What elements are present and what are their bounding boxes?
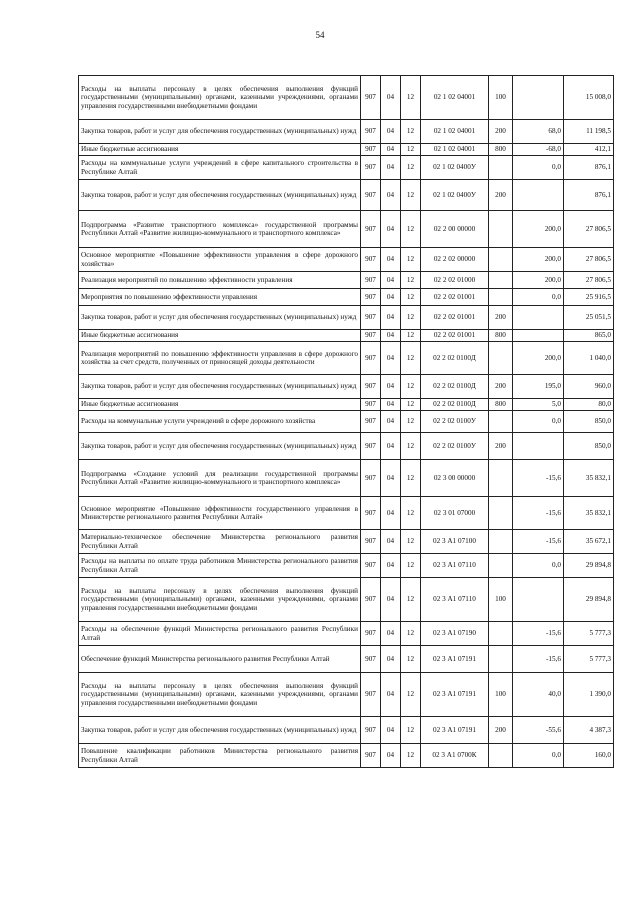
row-name: Расходы на выплаты по оплате труда работников Министерства регионального развития Республики Алтай bbox=[79, 554, 361, 578]
row-name: Закупка товаров, работ и услуг для обеспечения государственных (муниципальных) нужд bbox=[79, 375, 361, 399]
target-article-code: 02 3 А1 07110 bbox=[421, 578, 489, 622]
subsection-code: 12 bbox=[401, 342, 421, 375]
change-amount: 5,0 bbox=[513, 399, 564, 411]
total-amount: 25 051,5 bbox=[564, 306, 614, 330]
subsection-code: 12 bbox=[401, 272, 421, 289]
row-name: Основное мероприятие «Повышение эффективности управления в сфере дорожного хозяйства» bbox=[79, 248, 361, 272]
target-article-code: 02 1 02 04001 bbox=[421, 120, 489, 144]
table-row bbox=[79, 554, 614, 578]
row-name: Мероприятия по повышению эффективности управления bbox=[79, 289, 361, 306]
section-code: 04 bbox=[381, 433, 401, 460]
expense-type-code bbox=[489, 248, 513, 272]
subsection-code: 12 bbox=[401, 744, 421, 768]
department-code: 907 bbox=[361, 120, 381, 144]
total-amount: 876,1 bbox=[564, 180, 614, 211]
change-amount bbox=[513, 433, 564, 460]
section-code: 04 bbox=[381, 375, 401, 399]
department-code: 907 bbox=[361, 248, 381, 272]
table-row bbox=[79, 289, 614, 306]
subsection-code: 12 bbox=[401, 411, 421, 433]
total-amount: 27 806,5 bbox=[564, 248, 614, 272]
expense-type-code: 100 bbox=[489, 76, 513, 120]
department-code: 907 bbox=[361, 744, 381, 768]
department-code: 907 bbox=[361, 399, 381, 411]
subsection-code: 12 bbox=[401, 156, 421, 180]
target-article-code: 02 3 А1 07190 bbox=[421, 622, 489, 646]
change-amount: 0,0 bbox=[513, 156, 564, 180]
subsection-code: 12 bbox=[401, 673, 421, 717]
subsection-code: 12 bbox=[401, 433, 421, 460]
target-article-code: 02 2 02 0100У bbox=[421, 411, 489, 433]
total-amount: 412,1 bbox=[564, 144, 614, 156]
table-row bbox=[79, 673, 614, 717]
target-article-code: 02 2 02 00000 bbox=[421, 248, 489, 272]
table-row bbox=[79, 497, 614, 530]
expense-type-code bbox=[489, 289, 513, 306]
subsection-code: 12 bbox=[401, 375, 421, 399]
change-amount: 200,0 bbox=[513, 342, 564, 375]
change-amount: 200,0 bbox=[513, 211, 564, 248]
section-code: 04 bbox=[381, 744, 401, 768]
total-amount: 27 806,5 bbox=[564, 211, 614, 248]
department-code: 907 bbox=[361, 211, 381, 248]
target-article-code: 02 3 А1 07110 bbox=[421, 554, 489, 578]
total-amount: 35 832,1 bbox=[564, 497, 614, 530]
table-row bbox=[79, 375, 614, 399]
row-name: Закупка товаров, работ и услуг для обеспечения государственных (муниципальных) нужд bbox=[79, 433, 361, 460]
subsection-code: 12 bbox=[401, 306, 421, 330]
table-row bbox=[79, 180, 614, 211]
target-article-code: 02 3 00 00000 bbox=[421, 460, 489, 497]
subsection-code: 12 bbox=[401, 211, 421, 248]
total-amount: 1 390,0 bbox=[564, 673, 614, 717]
row-name: Иные бюджетные ассигнования bbox=[79, 144, 361, 156]
subsection-code: 12 bbox=[401, 330, 421, 342]
table-row bbox=[79, 717, 614, 744]
total-amount: 850,0 bbox=[564, 411, 614, 433]
expense-type-code bbox=[489, 411, 513, 433]
expense-type-code: 200 bbox=[489, 120, 513, 144]
row-name: Реализация мероприятий по повышению эффективности управления bbox=[79, 272, 361, 289]
subsection-code: 12 bbox=[401, 530, 421, 554]
change-amount: 195,0 bbox=[513, 375, 564, 399]
subsection-code: 12 bbox=[401, 646, 421, 673]
expense-type-code bbox=[489, 554, 513, 578]
subsection-code: 12 bbox=[401, 717, 421, 744]
subsection-code: 12 bbox=[401, 460, 421, 497]
target-article-code: 02 3 А1 07100 bbox=[421, 530, 489, 554]
department-code: 907 bbox=[361, 554, 381, 578]
target-article-code: 02 3 01 07000 bbox=[421, 497, 489, 530]
table-row bbox=[79, 578, 614, 622]
change-amount: -55,6 bbox=[513, 717, 564, 744]
section-code: 04 bbox=[381, 248, 401, 272]
target-article-code: 02 2 02 0100У bbox=[421, 433, 489, 460]
expense-type-code bbox=[489, 460, 513, 497]
target-article-code: 02 2 00 00000 bbox=[421, 211, 489, 248]
change-amount: -15,6 bbox=[513, 497, 564, 530]
target-article-code: 02 2 02 0100Д bbox=[421, 399, 489, 411]
row-name: Расходы на выплаты персоналу в целях обеспечения выполнения функций государственными (муниципальными) органами, казенными учреждениями, органами управления государственными внебюджетными фондами bbox=[79, 673, 361, 717]
expense-type-code bbox=[489, 530, 513, 554]
department-code: 907 bbox=[361, 460, 381, 497]
change-amount: 0,0 bbox=[513, 289, 564, 306]
change-amount: -15,6 bbox=[513, 460, 564, 497]
total-amount: 25 916,5 bbox=[564, 289, 614, 306]
change-amount: 0,0 bbox=[513, 411, 564, 433]
section-code: 04 bbox=[381, 156, 401, 180]
total-amount: 27 806,5 bbox=[564, 272, 614, 289]
row-name: Подпрограмма «Развитие транспортного комплекса» государственной программы Республики Алтай «Развитие жилищно-коммунального и транспортного комплекса» bbox=[79, 211, 361, 248]
expense-type-code bbox=[489, 497, 513, 530]
department-code: 907 bbox=[361, 180, 381, 211]
change-amount bbox=[513, 306, 564, 330]
section-code: 04 bbox=[381, 717, 401, 744]
table-row bbox=[79, 530, 614, 554]
total-amount: 80,0 bbox=[564, 399, 614, 411]
row-name: Закупка товаров, работ и услуг для обеспечения государственных (муниципальных) нужд bbox=[79, 180, 361, 211]
section-code: 04 bbox=[381, 578, 401, 622]
department-code: 907 bbox=[361, 289, 381, 306]
table-row bbox=[79, 646, 614, 673]
table-row bbox=[79, 156, 614, 180]
expense-type-code: 200 bbox=[489, 375, 513, 399]
department-code: 907 bbox=[361, 497, 381, 530]
table-row bbox=[79, 211, 614, 248]
expense-type-code bbox=[489, 211, 513, 248]
department-code: 907 bbox=[361, 622, 381, 646]
department-code: 907 bbox=[361, 272, 381, 289]
table-row bbox=[79, 411, 614, 433]
section-code: 04 bbox=[381, 180, 401, 211]
total-amount: 15 008,0 bbox=[564, 76, 614, 120]
target-article-code: 02 2 02 01000 bbox=[421, 272, 489, 289]
section-code: 04 bbox=[381, 272, 401, 289]
change-amount bbox=[513, 180, 564, 211]
department-code: 907 bbox=[361, 673, 381, 717]
target-article-code: 02 1 02 04001 bbox=[421, 144, 489, 156]
change-amount bbox=[513, 76, 564, 120]
page-number: 54 bbox=[315, 30, 325, 40]
change-amount: -15,6 bbox=[513, 530, 564, 554]
expense-type-code: 100 bbox=[489, 578, 513, 622]
total-amount: 35 672,1 bbox=[564, 530, 614, 554]
section-code: 04 bbox=[381, 622, 401, 646]
row-name: Расходы на выплаты персоналу в целях обеспечения выполнения функций государственными (муниципальными) органами, казенными учреждениями, органами управления государственными внебюджетными фондами bbox=[79, 76, 361, 120]
section-code: 04 bbox=[381, 306, 401, 330]
table-row bbox=[79, 76, 614, 120]
total-amount: 29 894,8 bbox=[564, 578, 614, 622]
expense-type-code bbox=[489, 272, 513, 289]
change-amount: -68,0 bbox=[513, 144, 564, 156]
row-name: Закупка товаров, работ и услуг для обеспечения государственных (муниципальных) нужд bbox=[79, 717, 361, 744]
total-amount: 35 832,1 bbox=[564, 460, 614, 497]
expense-type-code bbox=[489, 744, 513, 768]
total-amount: 1 040,0 bbox=[564, 342, 614, 375]
expense-type-code: 800 bbox=[489, 144, 513, 156]
change-amount: -15,6 bbox=[513, 622, 564, 646]
expense-type-code: 800 bbox=[489, 330, 513, 342]
row-name: Подпрограмма «Создание условий для реализации государственной программы Республики Алтай «Развитие жилищно-коммунального и транспортного комплекса» bbox=[79, 460, 361, 497]
row-name: Основное мероприятие «Повышение эффективности государственного управления в Министерстве регионального развития Республики Алтай» bbox=[79, 497, 361, 530]
total-amount: 960,0 bbox=[564, 375, 614, 399]
total-amount: 4 387,3 bbox=[564, 717, 614, 744]
total-amount: 876,1 bbox=[564, 156, 614, 180]
section-code: 04 bbox=[381, 530, 401, 554]
table-row bbox=[79, 622, 614, 646]
change-amount: 40,0 bbox=[513, 673, 564, 717]
table-row bbox=[79, 120, 614, 144]
row-name: Обеспечение функций Министерства регионального развития Республики Алтай bbox=[79, 646, 361, 673]
budget-table bbox=[78, 75, 614, 768]
department-code: 907 bbox=[361, 330, 381, 342]
department-code: 907 bbox=[361, 578, 381, 622]
table-row bbox=[79, 248, 614, 272]
target-article-code: 02 1 02 0400У bbox=[421, 180, 489, 211]
expense-type-code bbox=[489, 156, 513, 180]
table-row bbox=[79, 306, 614, 330]
department-code: 907 bbox=[361, 717, 381, 744]
expense-type-code: 800 bbox=[489, 399, 513, 411]
department-code: 907 bbox=[361, 76, 381, 120]
total-amount: 5 777,3 bbox=[564, 646, 614, 673]
target-article-code: 02 3 А1 0700К bbox=[421, 744, 489, 768]
section-code: 04 bbox=[381, 289, 401, 306]
row-name: Расходы на коммунальные услуги учреждений в сфере дорожного хозяйства bbox=[79, 411, 361, 433]
row-name: Иные бюджетные ассигнования bbox=[79, 399, 361, 411]
total-amount: 29 894,8 bbox=[564, 554, 614, 578]
department-code: 907 bbox=[361, 342, 381, 375]
section-code: 04 bbox=[381, 211, 401, 248]
expense-type-code bbox=[489, 622, 513, 646]
target-article-code: 02 2 02 0100Д bbox=[421, 375, 489, 399]
department-code: 907 bbox=[361, 530, 381, 554]
row-name: Закупка товаров, работ и услуг для обеспечения государственных (муниципальных) нужд bbox=[79, 306, 361, 330]
row-name: Закупка товаров, работ и услуг для обеспечения государственных (муниципальных) нужд bbox=[79, 120, 361, 144]
department-code: 907 bbox=[361, 433, 381, 460]
section-code: 04 bbox=[381, 554, 401, 578]
expense-type-code: 200 bbox=[489, 433, 513, 460]
row-name: Расходы на выплаты персоналу в целях обеспечения выполнения функций государственными (муниципальными) органами, казенными учреждениями, органами управления государственными внебюджетными фондами bbox=[79, 578, 361, 622]
change-amount bbox=[513, 330, 564, 342]
target-article-code: 02 1 02 0400У bbox=[421, 156, 489, 180]
target-article-code: 02 3 А1 07191 bbox=[421, 673, 489, 717]
section-code: 04 bbox=[381, 120, 401, 144]
subsection-code: 12 bbox=[401, 497, 421, 530]
expense-type-code bbox=[489, 342, 513, 375]
target-article-code: 02 2 02 01001 bbox=[421, 289, 489, 306]
subsection-code: 12 bbox=[401, 289, 421, 306]
section-code: 04 bbox=[381, 76, 401, 120]
section-code: 04 bbox=[381, 460, 401, 497]
subsection-code: 12 bbox=[401, 248, 421, 272]
target-article-code: 02 2 02 01001 bbox=[421, 306, 489, 330]
table-row bbox=[79, 460, 614, 497]
expense-type-code: 200 bbox=[489, 717, 513, 744]
change-amount: 200,0 bbox=[513, 272, 564, 289]
section-code: 04 bbox=[381, 646, 401, 673]
change-amount bbox=[513, 578, 564, 622]
row-name: Иные бюджетные ассигнования bbox=[79, 330, 361, 342]
expense-type-code: 100 bbox=[489, 673, 513, 717]
department-code: 907 bbox=[361, 411, 381, 433]
total-amount: 865,0 bbox=[564, 330, 614, 342]
subsection-code: 12 bbox=[401, 144, 421, 156]
row-name: Расходы на коммунальные услуги учреждений в сфере капитального строительства в Республике Алтай bbox=[79, 156, 361, 180]
table-row bbox=[79, 330, 614, 342]
table-row bbox=[79, 433, 614, 460]
table-row bbox=[79, 342, 614, 375]
subsection-code: 12 bbox=[401, 180, 421, 211]
row-name: Материально-техническое обеспечение Министерства регионального развития Республики Алтай bbox=[79, 530, 361, 554]
expense-type-code: 200 bbox=[489, 306, 513, 330]
subsection-code: 12 bbox=[401, 399, 421, 411]
target-article-code: 02 3 А1 07191 bbox=[421, 646, 489, 673]
table-row bbox=[79, 744, 614, 768]
section-code: 04 bbox=[381, 399, 401, 411]
total-amount: 160,0 bbox=[564, 744, 614, 768]
department-code: 907 bbox=[361, 306, 381, 330]
total-amount: 5 777,3 bbox=[564, 622, 614, 646]
subsection-code: 12 bbox=[401, 120, 421, 144]
section-code: 04 bbox=[381, 673, 401, 717]
section-code: 04 bbox=[381, 411, 401, 433]
department-code: 907 bbox=[361, 156, 381, 180]
subsection-code: 12 bbox=[401, 578, 421, 622]
table-row bbox=[79, 144, 614, 156]
table-row bbox=[79, 272, 614, 289]
section-code: 04 bbox=[381, 497, 401, 530]
change-amount: 68,0 bbox=[513, 120, 564, 144]
target-article-code: 02 2 02 0100Д bbox=[421, 342, 489, 375]
section-code: 04 bbox=[381, 342, 401, 375]
subsection-code: 12 bbox=[401, 76, 421, 120]
change-amount: -15,6 bbox=[513, 646, 564, 673]
total-amount: 11 198,5 bbox=[564, 120, 614, 144]
change-amount: 0,0 bbox=[513, 744, 564, 768]
table-row bbox=[79, 399, 614, 411]
section-code: 04 bbox=[381, 330, 401, 342]
department-code: 907 bbox=[361, 144, 381, 156]
target-article-code: 02 2 02 01001 bbox=[421, 330, 489, 342]
expense-type-code: 200 bbox=[489, 180, 513, 211]
subsection-code: 12 bbox=[401, 622, 421, 646]
change-amount: 200,0 bbox=[513, 248, 564, 272]
total-amount: 850,0 bbox=[564, 433, 614, 460]
row-name: Расходы на обеспечение функций Министерства регионального развития Республики Алтай bbox=[79, 622, 361, 646]
target-article-code: 02 1 02 04001 bbox=[421, 76, 489, 120]
row-name: Реализация мероприятий по повышению эффективности управления в сфере дорожного хозяйства за счет средств, полученных от приносящей доходы деятельности bbox=[79, 342, 361, 375]
row-name: Повышение квалификации работников Министерства регионального развития Республики Алтай bbox=[79, 744, 361, 768]
section-code: 04 bbox=[381, 144, 401, 156]
change-amount: 0,0 bbox=[513, 554, 564, 578]
expense-type-code bbox=[489, 646, 513, 673]
department-code: 907 bbox=[361, 375, 381, 399]
subsection-code: 12 bbox=[401, 554, 421, 578]
department-code: 907 bbox=[361, 646, 381, 673]
target-article-code: 02 3 А1 07191 bbox=[421, 717, 489, 744]
